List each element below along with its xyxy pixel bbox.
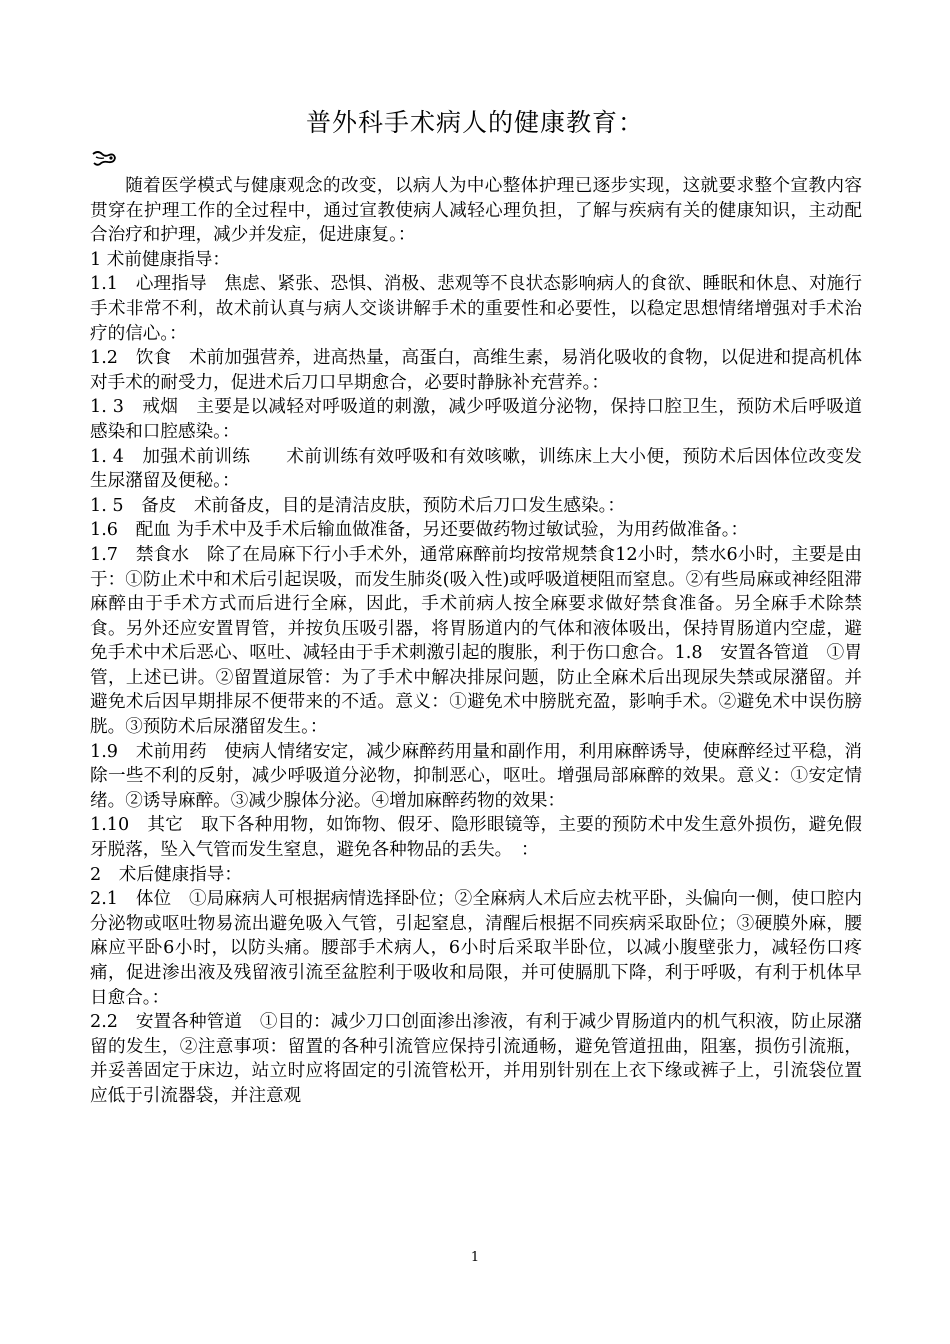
- paragraph-1-3: 1. 3 戒烟 主要是以减轻对呼吸道的刺激，减少呼吸道分泌物，保持口腔卫生，预防术后呼吸道感染和口腔感染。：: [90, 397, 862, 442]
- paragraph-2-2: 2.2 安置各种管道 ①目的：减少刀口创面渗出渗液，有利于减少胃肠道内的机气积液，防止尿潴留的发生，②注意事项：留置的各种引流管应保持引流通畅，避免管道扭曲，阻塞，损伤引流瓶，并妥善固定于床边，站立时应将固定的引流管松开，并用别针别在上衣下缘或裤子上，引流袋位置应低于引流器袋，并注意观: [90, 1012, 862, 1106]
- paragraph-1-2: 1.2 饮食 术前加强营养，进高热量，高蛋白，高维生素，易消化吸收的食物，以促进和提高机体对手术的耐受力，促进术后刀口早期愈合，必要时静脉补充营养。：: [90, 348, 862, 393]
- document-title: 普外科手术病人的健康教育：: [305, 108, 644, 137]
- paragraph-1-5: 1. 5 备皮 术前备皮，目的是清洁皮肤，预防术后刀口发生感染。：: [90, 495, 625, 516]
- paragraph-1-7: 1.7 禁食水 除了在局麻下行小手术外，通常麻醉前均按常规禁食12小时，禁水6小时，主要是由于：①防止术中和术后引起误吸，而发生肺炎(吸入性)或呼吸道梗阻而窒息。②有些局麻或神经阻滞麻醉由于手术方式而后进行全麻，因此，手术前病人按全麻要求做好禁食准备。另全麻手术除禁食。另外还应安置胃管，并按负压吸引器，将胃肠道内的气体和液体吸出，保持胃肠道内空虚，避免手术中术后恶心、呕吐、减轻由于手术刺激引起的腹胀，利于伤口愈合。1.8 安置各管道 ①胃管，上述已讲。②留置道尿管：为了手术中解决排尿问题，防止全麻术后出现尿失禁或尿潴留。并避免术后因早期排尿不便带来的不适。意义：①避免术中膀胱充盈，影响手术。②避免术中误伤膀胱。③预防术后尿潴留发生。：: [90, 544, 862, 738]
- ornament-flourish-icon: [90, 148, 118, 168]
- section-heading-preop: 1 术前健康指导：: [90, 249, 230, 270]
- paragraph-1-9: 1.9 术前用药 使病人情绪安定，减少麻醉药用量和副作用，利用麻醉诱导，使麻醉经过平稳，消除一些不利的反射，减少呼吸道分泌物，抑制恶心，呕吐。增强局部麻醉的效果。意义：①安定情绪。②诱导麻醉。③减少腺体分泌。④增加麻醉药物的效果：: [90, 741, 862, 811]
- paragraph-1-1: 1.1 心理指导 焦虑、紧张、恐惧、消极、悲观等不良状态影响病人的食欲、睡眠和休息、对施行手术非常不利，故术前认真与病人交谈讲解手术的重要性和必要性，以稳定思想情绪增强对手术治疗的信心。：: [90, 274, 862, 344]
- paragraph-2-1: 2.1 体位 ①局麻病人可根据病情选择卧位；②全麻病人术后应去枕平卧，头偏向一侧，使口腔内分泌物或呕吐物易流出避免吸入气管，引起窒息，清醒后根据不同疾病采取卧位；③硬膜外麻，腰麻应平卧6小时，以防头痛。腰部手术病人，6小时后采取半卧位，以减小腹壁张力，减轻伤口疼痛，促进渗出液及残留液引流至盆腔利于吸收和局限，并可使膈肌下降，利于呼吸，有利于机体早日愈合。：: [90, 889, 862, 1008]
- page-number: 1: [470, 1250, 480, 1265]
- intro-paragraph: 随着医学模式与健康观念的改变，以病人为中心整体护理已逐步实现，这就要求整个宣教内容贯穿在护理工作的全过程中，通过宣教使病人减轻心理负担，了解与疾病有关的健康知识，主动配合治疗和护理，减少并发症，促进康复。：: [90, 176, 862, 246]
- paragraph-1-10: 1.10 其它 取下各种用物，如饰物、假牙、隐形眼镜等，主要的预防术中发生意外损伤，避免假牙脱落，坠入气管而发生窒息，避免各种物品的丢失。 ：: [90, 815, 862, 861]
- document-body: [90, 174, 862, 1109]
- paragraph-1-6: 1.6 配血 为手术中及手术后输血做准备，另还要做药物过敏试验，为用药做准备。：: [90, 520, 749, 541]
- paragraph-1-4: 1. 4 加强术前训练 术前训练有效呼吸和有效咳嗽，训练床上大小便，预防术后因体位改变发生尿潴留及便秘。：: [90, 446, 862, 492]
- section-heading-postop: 2 术后健康指导：: [90, 864, 242, 885]
